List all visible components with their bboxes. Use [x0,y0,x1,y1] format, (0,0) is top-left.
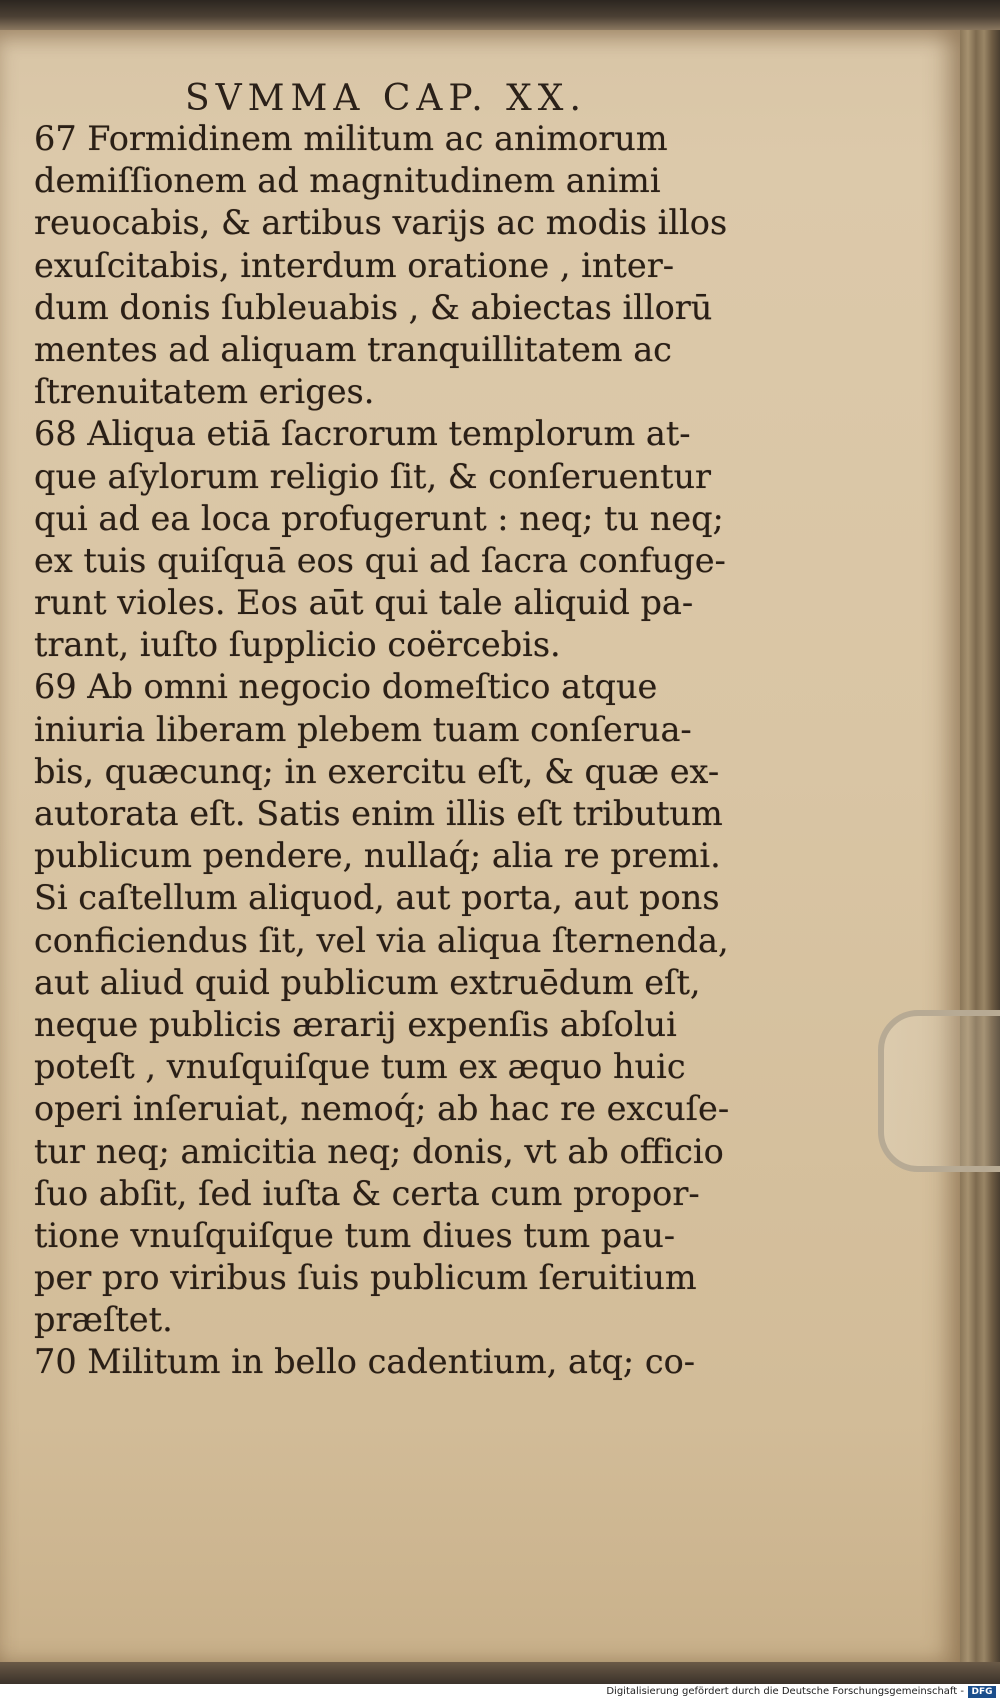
text-line: reuocabis, & artibus varijs ac modis illos [34,203,728,243]
funding-credit: Digitalisierung gefördert durch die Deutsche Forschungsgemeinschaft - [606,1686,964,1697]
text-line: mentes ad aliquam tranquillitatem ac [34,329,672,369]
text-line: poteſt , vnuſquiſque tum ex æquo huic [34,1047,686,1087]
text-line: tione vnuſquiſque tum diues tum pau- [34,1215,676,1255]
page-text [34,118,764,1384]
text-line: Si caſtellum aliquod, aut porta, aut pons [34,878,720,918]
text-line: bis, quæcunq; in exercitu eſt, & quæ ex- [34,751,720,791]
page-clip [878,1010,1000,1172]
text-line: dum donis ſubleuabis , & abiectas illorū [34,287,713,327]
text-line: operi inſeruiat, nemoq́; ab hac re excuſe- [34,1089,730,1129]
dfg-logo-icon: DFG [968,1686,996,1698]
text-line: aut aliud quid publicum extruēdum eſt, [34,962,701,1002]
text-line: qui ad ea loca profugerunt : neq; tu neq; [34,498,724,538]
text-line: que aſylorum religio ſit, & conſeruentur [34,456,712,496]
text-line: conficiendus ſit, vel via aliqua ſternenda, [34,920,729,960]
text-line: trant, iuſto ſupplicio coërcebis. [34,625,561,665]
text-line: exuſcitabis, interdum oratione , inter- [34,245,675,285]
text-line: publicum pendere, nullaq́; alia re premi. [34,836,721,876]
running-head: SVMMA CAP. XX. [185,78,587,119]
text-line: 69 Ab omni negocio domeſtico atque [34,667,658,707]
text-line: tur neq; amicitia neq; donis, vt ab officio [34,1131,724,1171]
book-fore-edge [960,30,1000,1662]
text-line: runt violes. Eos aūt qui tale aliquid pa- [34,583,694,623]
text-line: autorata eſt. Satis enim illis eſt tributum [34,794,723,833]
text-line: ſtrenuitatem eriges. [34,372,375,412]
text-line: neque publicis ærarij expenſis abſolui [34,1004,677,1044]
text-line: ex tuis quiſquā eos qui ad ſacra confuge- [34,540,726,580]
text-line: 68 Aliqua etiā ſacrorum templorum at- [34,414,691,454]
text-line: demiſſionem ad magnitudinem animi [34,161,661,201]
text-line: 67 Formidinem militum ac animorum [34,119,668,158]
text-line: per pro viribus ſuis publicum ſeruitium [34,1258,697,1298]
text-line: ſuo abſit, ſed iuſta & certa cum propor- [34,1173,700,1213]
text-line: 70 Militum in bello cadentium, atq; co- [34,1342,696,1382]
book-top-edge [0,0,1000,30]
digitization-footer [0,1684,1000,1700]
text-line: iniuria liberam plebem tuam conſerua- [34,709,692,749]
text-line: præſtet. [34,1300,173,1340]
book-bottom-edge [0,1662,1000,1684]
